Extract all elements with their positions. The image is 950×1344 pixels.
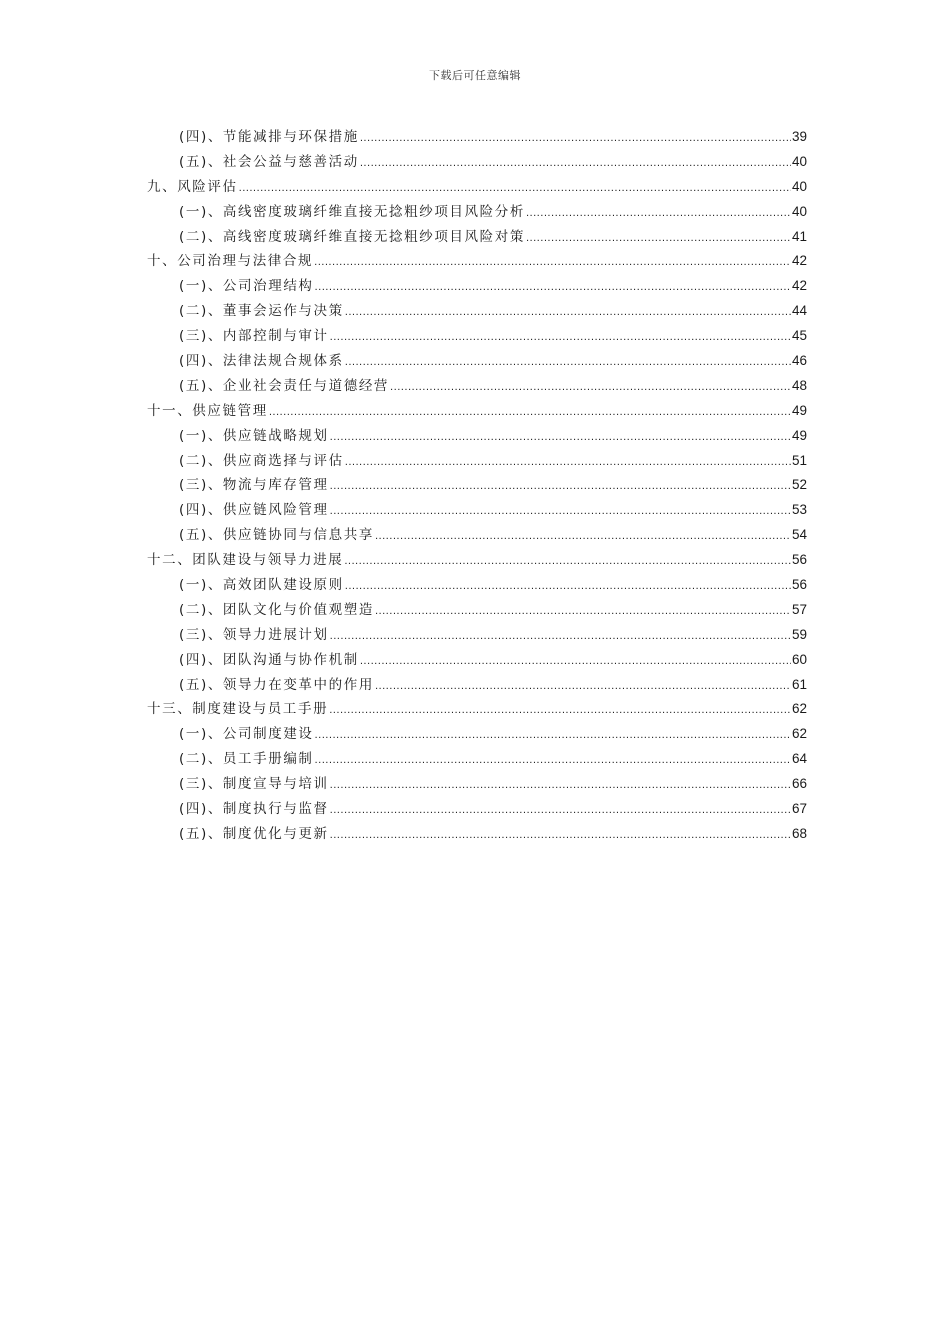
- toc-section-entry[interactable]: [147, 225, 807, 250]
- toc-section-entry[interactable]: [147, 274, 807, 299]
- toc-page-number: 61: [791, 676, 807, 692]
- toc-chapter-entry[interactable]: [147, 697, 807, 722]
- toc-section-entry[interactable]: [147, 822, 807, 847]
- toc-page-number: 62: [791, 726, 807, 742]
- toc-entry-title: (五)、领导力在变革中的作用: [179, 676, 374, 693]
- toc-dot-leader: [315, 726, 791, 742]
- toc-entry-title: (五)、供应链协同与信息共享: [179, 527, 374, 544]
- toc-page-number: 53: [791, 502, 807, 518]
- toc-dot-leader: [345, 353, 791, 369]
- toc-dot-leader: [330, 502, 791, 518]
- toc-page-number: 49: [791, 427, 807, 443]
- toc-dot-leader: [360, 129, 791, 145]
- toc-page-number: 49: [791, 402, 807, 418]
- toc-entry-title: (五)、社会公益与慈善活动: [179, 153, 359, 170]
- toc-entry-title: (二)、董事会运作与决策: [179, 303, 344, 320]
- toc-section-entry[interactable]: [147, 648, 807, 673]
- toc-dot-leader: [390, 378, 791, 394]
- toc-entry-title: (四)、制度执行与监督: [179, 801, 329, 818]
- toc-dot-leader: [269, 403, 791, 419]
- toc-page-number: 54: [791, 527, 807, 543]
- toc-entry-title: 十一、供应链管理: [147, 402, 268, 419]
- toc-entry-title: (三)、制度宣导与培训: [179, 776, 329, 793]
- toc-section-entry[interactable]: [147, 299, 807, 324]
- toc-entry-title: (二)、团队文化与价值观塑造: [179, 601, 374, 618]
- toc-dot-leader: [360, 652, 791, 668]
- toc-dot-leader: [375, 602, 791, 618]
- toc-page-number: 41: [791, 228, 807, 244]
- toc-dot-leader: [345, 453, 791, 469]
- toc-entry-title: 十、公司治理与法律合规: [147, 253, 314, 270]
- toc-page-number: 39: [791, 129, 807, 144]
- toc-page-number: 62: [791, 701, 807, 717]
- toc-entry-title: (四)、节能减排与环保措施: [179, 129, 359, 145]
- toc-section-entry[interactable]: [147, 125, 807, 150]
- toc-entry-title: (三)、内部控制与审计: [179, 328, 329, 345]
- toc-section-entry[interactable]: [147, 797, 807, 822]
- toc-page-number: 46: [791, 353, 807, 369]
- toc-section-entry[interactable]: [147, 673, 807, 698]
- toc-section-entry[interactable]: [147, 573, 807, 598]
- toc-entry-title: 十三、制度建设与员工手册: [147, 701, 329, 718]
- toc-dot-leader: [239, 179, 791, 195]
- toc-page-number: 45: [791, 328, 807, 344]
- toc-entry-title: (一)、公司治理结构: [179, 278, 314, 295]
- toc-page-number: 64: [791, 751, 807, 767]
- toc-entry-title: (三)、物流与库存管理: [179, 477, 329, 494]
- toc-entry-title: (二)、供应商选择与评估: [179, 452, 344, 469]
- toc-page-number: 42: [791, 278, 807, 294]
- toc-page-number: 40: [791, 203, 807, 219]
- toc-dot-leader: [345, 577, 791, 593]
- toc-chapter-entry[interactable]: [147, 399, 807, 424]
- toc-section-entry[interactable]: [147, 349, 807, 374]
- toc-entry-title: (五)、制度优化与更新: [179, 825, 329, 842]
- toc-entry-title: (一)、高效团队建设原则: [179, 577, 344, 594]
- toc-page-number: 66: [791, 776, 807, 792]
- toc-entry-title: (一)、供应链战略规划: [179, 427, 329, 444]
- toc-dot-leader: [375, 527, 791, 543]
- toc-section-entry[interactable]: [147, 473, 807, 498]
- toc-entry-title: 九、风险评估: [147, 178, 238, 195]
- toc-dot-leader: [330, 776, 791, 792]
- toc-page-number: 44: [791, 303, 807, 319]
- toc-entry-title: (四)、供应链风险管理: [179, 502, 329, 519]
- toc-page-number: 40: [791, 153, 807, 169]
- toc-section-entry[interactable]: [147, 623, 807, 648]
- toc-page-number: 59: [791, 626, 807, 642]
- toc-entry-title: (四)、法律法规合规体系: [179, 353, 344, 370]
- toc-dot-leader: [315, 751, 791, 767]
- toc-section-entry[interactable]: [147, 200, 807, 225]
- toc-page-number: 67: [791, 801, 807, 817]
- toc-page-number: 48: [791, 377, 807, 393]
- toc-entry-title: (一)、公司制度建设: [179, 726, 314, 743]
- toc-section-entry[interactable]: [147, 150, 807, 175]
- toc-entry-title: (四)、团队沟通与协作机制: [179, 651, 359, 668]
- toc-dot-leader: [330, 826, 791, 842]
- toc-entry-title: (三)、领导力进展计划: [179, 626, 329, 643]
- toc-chapter-entry[interactable]: [147, 548, 807, 573]
- toc-entry-title: 十二、团队建设与领导力进展: [147, 552, 344, 569]
- toc-dot-leader: [375, 677, 791, 693]
- toc-entry-title: (二)、高线密度玻璃纤维直接无捻粗纱项目风险对策: [179, 228, 525, 245]
- toc-entry-title: (五)、企业社会责任与道德经营: [179, 377, 390, 394]
- toc-page-number: 60: [791, 651, 807, 667]
- toc-chapter-entry[interactable]: [147, 249, 807, 274]
- toc-dot-leader: [314, 253, 791, 269]
- toc-dot-leader: [330, 328, 791, 344]
- toc-dot-leader: [344, 552, 791, 568]
- toc-section-entry[interactable]: [147, 722, 807, 747]
- toc-dot-leader: [330, 627, 791, 643]
- toc-page-number: 42: [791, 253, 807, 269]
- toc-dot-leader: [526, 229, 791, 245]
- toc-dot-leader: [330, 428, 791, 444]
- toc-dot-leader: [526, 204, 791, 220]
- toc-section-entry[interactable]: [147, 523, 807, 548]
- toc-entry-title: (二)、员工手册编制: [179, 751, 314, 768]
- toc-page-number: 40: [791, 178, 807, 194]
- toc-page-number: 51: [791, 452, 807, 468]
- toc-page-number: 57: [791, 601, 807, 617]
- toc-chapter-entry[interactable]: [147, 175, 807, 200]
- table-of-contents: [147, 125, 807, 847]
- toc-dot-leader: [360, 154, 791, 170]
- page-header-note: 下载后可任意编辑: [429, 69, 521, 82]
- toc-section-entry[interactable]: [147, 449, 807, 474]
- toc-entry-title: (一)、高线密度玻璃纤维直接无捻粗纱项目风险分析: [179, 203, 525, 220]
- toc-page-number: 56: [791, 577, 807, 593]
- toc-section-entry[interactable]: [147, 374, 807, 399]
- toc-section-entry[interactable]: [147, 598, 807, 623]
- toc-dot-leader: [330, 477, 791, 493]
- toc-dot-leader: [315, 278, 791, 294]
- toc-dot-leader: [330, 801, 791, 817]
- toc-section-entry[interactable]: [147, 424, 807, 449]
- toc-dot-leader: [345, 303, 791, 319]
- toc-page-number: 56: [791, 552, 807, 568]
- toc-section-entry[interactable]: [147, 324, 807, 349]
- toc-section-entry[interactable]: [147, 747, 807, 772]
- toc-section-entry[interactable]: [147, 498, 807, 523]
- toc-dot-leader: [329, 701, 791, 717]
- toc-section-entry[interactable]: [147, 772, 807, 797]
- toc-page-number: 52: [791, 477, 807, 493]
- toc-page-number: 68: [791, 825, 807, 841]
